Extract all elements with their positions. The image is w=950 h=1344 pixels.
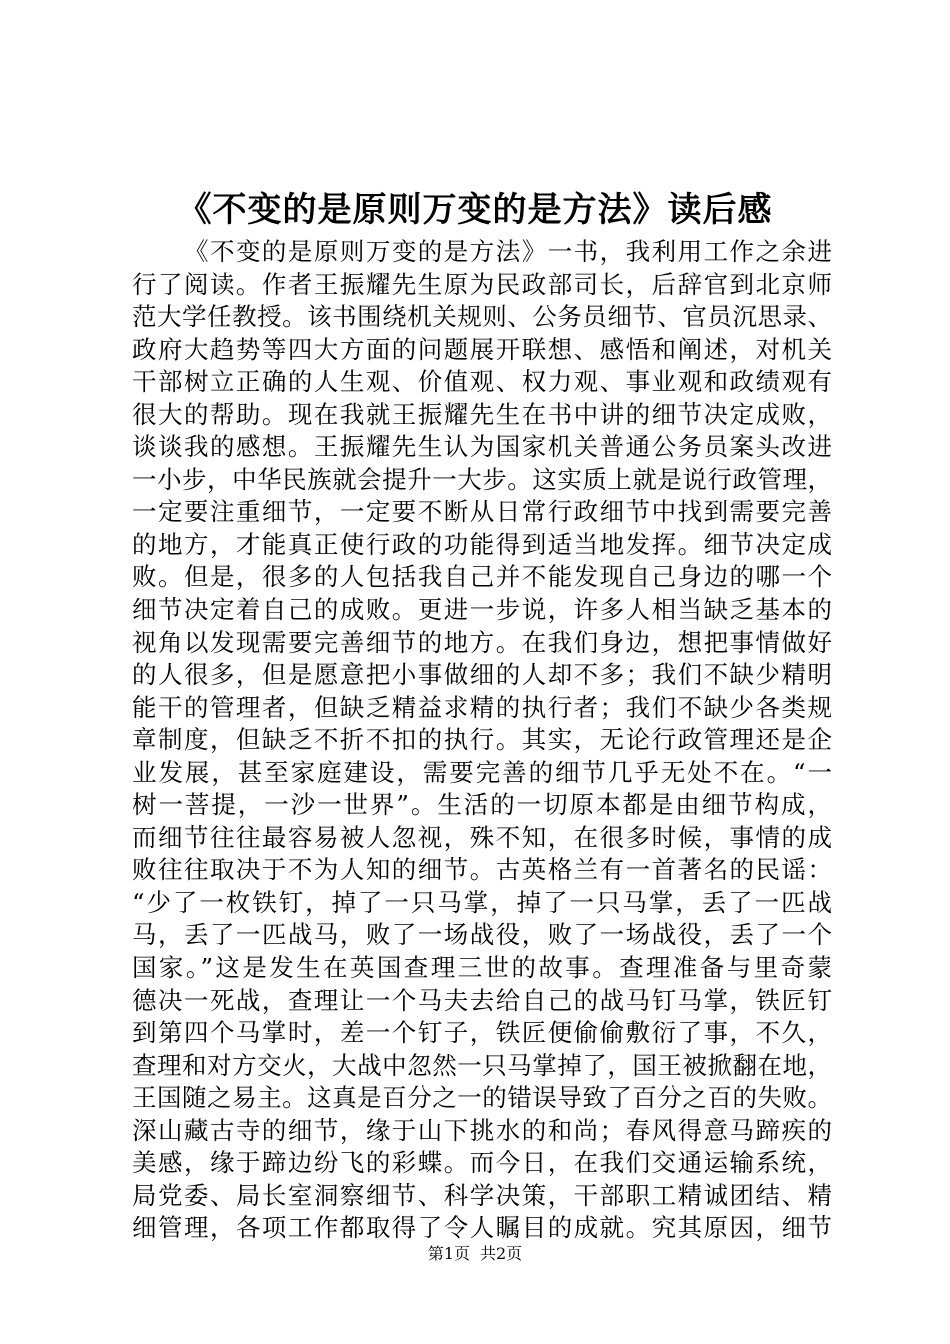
body-line: 美感，缘于蹄边纷飞的彩蝶。而今日，在我们交通运输系统， (132, 1148, 832, 1178)
body-line: 细管理，各项工作都取得了令人瞩目的成就。究其原因，细节 (132, 1213, 832, 1243)
body-line: 查理和对方交火，大战中忽然一只马掌掉了，国王被掀翻在地， (132, 1050, 832, 1080)
page-footer (0, 1242, 950, 1266)
body-line: 章制度，但缺乏不折不扣的执行。其实，无论行政管理还是企 (132, 725, 832, 755)
body-line: 而细节往往最容易被人忽视，殊不知，在很多时候，事情的成 (132, 822, 832, 852)
body-line: 谈谈我的感想。王振耀先生认为国家机关普通公务员案头改进 (132, 432, 832, 462)
body-line: 局党委、局长室洞察细节、科学决策，干部职工精诚团结、精 (132, 1180, 832, 1210)
body-line: 败。但是，很多的人包括我自己并不能发现自己身边的哪一个 (132, 562, 832, 592)
page-total: 共2页 (480, 1244, 523, 1263)
body-line: 深山藏古寺的细节，缘于山下挑水的和尚；春风得意马蹄疾的 (132, 1115, 832, 1145)
body-line: 行了阅读。作者王振耀先生原为民政部司长，后辞官到北京师 (132, 269, 832, 299)
body-line: 败往往取决于不为人知的细节。古英格兰有一首著名的民谣： (132, 855, 832, 885)
body-line: 政府大趋势等四大方面的问题展开联想、感悟和阐述，对机关 (132, 334, 832, 364)
body-line: “少了一枚铁钉，掉了一只马掌，掉了一只马掌，丢了一匹战 (132, 887, 832, 917)
body-line: 能干的管理者，但缺乏精益求精的执行者；我们不缺少各类规 (132, 692, 832, 722)
body-line: 很大的帮助。现在我就王振耀先生在书中讲的细节决定成败， (132, 399, 832, 429)
body-line: 一小步，中华民族就会提升一大步。这实质上就是说行政管理， (132, 464, 832, 494)
body-line: 树一菩提，一沙一世界”。生活的一切原本都是由细节构成， (132, 790, 832, 820)
body-line: 视角以发现需要完善细节的地方。在我们身边，想把事情做好 (132, 627, 832, 657)
document-body (132, 236, 832, 1245)
body-line: 德决一死战，查理让一个马夫去给自己的战马钉马掌，铁匠钉 (132, 985, 832, 1015)
body-line: 到第四个马掌时，差一个钉子，铁匠便偷偷敷衍了事，不久， (132, 1018, 832, 1048)
body-line: 的人很多，但是愿意把小事做细的人却不多；我们不缺少精明 (132, 660, 832, 690)
body-line: 业发展，甚至家庭建设，需要完善的细节几乎无处不在。“一 (132, 757, 832, 787)
body-line: 的地方，才能真正使行政的功能得到适当地发挥。细节决定成 (132, 529, 832, 559)
body-line: 干部树立正确的人生观、价值观、权力观、事业观和政绩观有 (132, 367, 832, 397)
body-line: 一定要注重细节，一定要不断从日常行政细节中找到需要完善 (132, 497, 832, 527)
body-line: 国家。”这是发生在英国查理三世的故事。查理准备与里奇蒙 (132, 953, 832, 983)
body-line: 范大学任教授。该书围绕机关规则、公务员细节、官员沉思录、 (132, 302, 832, 332)
body-line: 《不变的是原则万变的是方法》一书，我利用工作之余进 (184, 237, 832, 266)
page-number: 第1页 (427, 1244, 470, 1263)
body-line: 王国随之易主。这真是百分之一的错误导致了百分之百的失败。 (132, 1083, 832, 1113)
body-line: 细节决定着自己的成败。更进一步说，许多人相当缺乏基本的 (132, 595, 832, 625)
body-line: 马，丢了一匹战马，败了一场战役，败了一场战役，丢了一个 (132, 920, 832, 950)
document-title: 《不变的是原则万变的是方法》读后感 (177, 190, 773, 230)
